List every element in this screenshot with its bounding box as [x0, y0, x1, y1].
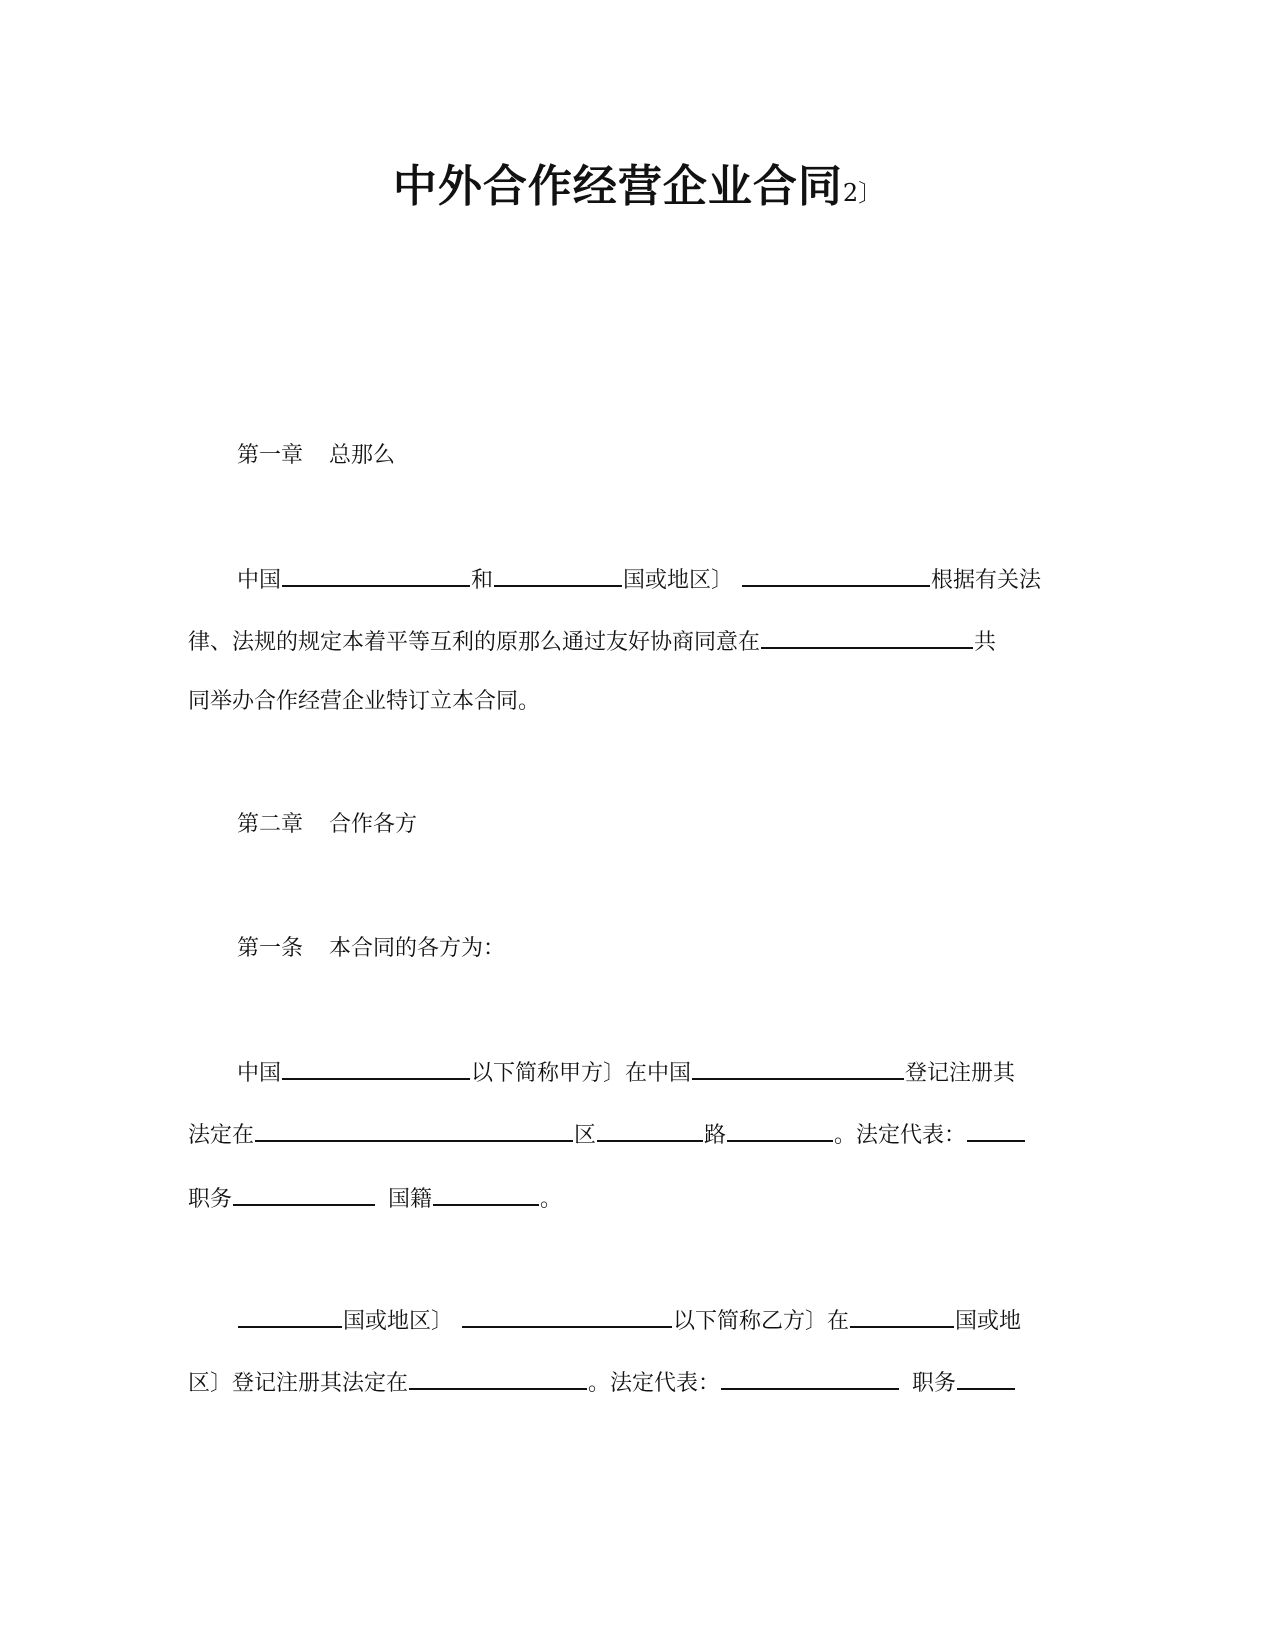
preamble-text: 根据有关法 [931, 568, 1042, 593]
preamble-text: 律、法规的规定本着平等互利的原那么通过友好协商同意在 [188, 630, 761, 655]
preamble-text: 共 [974, 630, 997, 655]
blank-field[interactable] [761, 625, 973, 649]
blank-field[interactable] [597, 1118, 703, 1142]
blank-field[interactable] [850, 1304, 954, 1328]
party-a-text: 路 [704, 1123, 727, 1148]
chapter-1-name: 总那么 [329, 443, 396, 468]
blank-field[interactable] [692, 1056, 904, 1080]
blank-field[interactable] [727, 1118, 833, 1142]
preamble-text: 国或地区〕 [623, 568, 734, 593]
party-a-text: 。 [540, 1187, 563, 1212]
party-b-line-2 [188, 1366, 1016, 1399]
article-1-text: 本合同的各方为： [329, 936, 506, 961]
blank-field[interactable] [282, 563, 470, 587]
blank-field[interactable] [462, 1304, 672, 1328]
preamble-text: 同举办合作经营企业特订立本合同。 [188, 689, 541, 714]
chapter-2-name: 合作各方 [329, 812, 418, 837]
blank-field[interactable] [255, 1118, 573, 1142]
party-a-text: 。法定代表： [834, 1123, 967, 1148]
chapter-1-heading [237, 441, 395, 471]
blank-field[interactable] [742, 563, 930, 587]
preamble-text: 中国 [237, 568, 282, 593]
preamble-line-1 [237, 563, 1041, 596]
article-1-number: 第一条 [237, 936, 304, 961]
preamble-text: 和 [471, 568, 494, 593]
party-a-text: 登记注册其 [905, 1061, 1016, 1086]
party-a-text: 区 [574, 1123, 597, 1148]
party-a-text: 法定在 [188, 1123, 255, 1148]
title-suffix: 2〕 [842, 179, 883, 207]
blank-field[interactable] [494, 563, 622, 587]
blank-field[interactable] [282, 1056, 470, 1080]
blank-field[interactable] [967, 1118, 1025, 1142]
blank-field[interactable] [433, 1182, 539, 1206]
chapter-2-heading [237, 810, 417, 840]
party-b-text: 以下简称乙方〕在 [673, 1309, 850, 1334]
blank-field[interactable] [409, 1366, 587, 1390]
blank-field[interactable] [233, 1182, 375, 1206]
party-b-text: 。法定代表： [588, 1371, 721, 1396]
document-title [0, 150, 1275, 214]
party-b-line-1 [237, 1304, 1021, 1337]
party-a-text: 以下简称甲方〕在中国 [471, 1061, 692, 1086]
party-a-text: 中国 [237, 1061, 282, 1086]
party-b-text: 国或地 [955, 1309, 1022, 1334]
party-a-line-2 [188, 1118, 1026, 1151]
chapter-2-number: 第二章 [237, 812, 304, 837]
party-b-text: 职务 [912, 1371, 957, 1396]
blank-field[interactable] [238, 1304, 342, 1328]
party-b-text: 区〕登记注册其法定在 [188, 1371, 409, 1396]
party-a-text: 国籍 [388, 1187, 433, 1212]
party-a-line-1 [237, 1056, 1015, 1089]
party-a-text: 职务 [188, 1187, 233, 1212]
blank-field[interactable] [957, 1366, 1015, 1390]
party-a-line-3 [188, 1182, 562, 1215]
preamble-line-3 [188, 687, 540, 717]
title-main: 中外合作经营企业合同 [392, 161, 843, 212]
preamble-line-2 [188, 625, 996, 658]
article-1-heading [237, 934, 505, 964]
chapter-1-number: 第一章 [237, 443, 304, 468]
party-b-text: 国或地区〕 [343, 1309, 454, 1334]
blank-field[interactable] [721, 1366, 899, 1390]
